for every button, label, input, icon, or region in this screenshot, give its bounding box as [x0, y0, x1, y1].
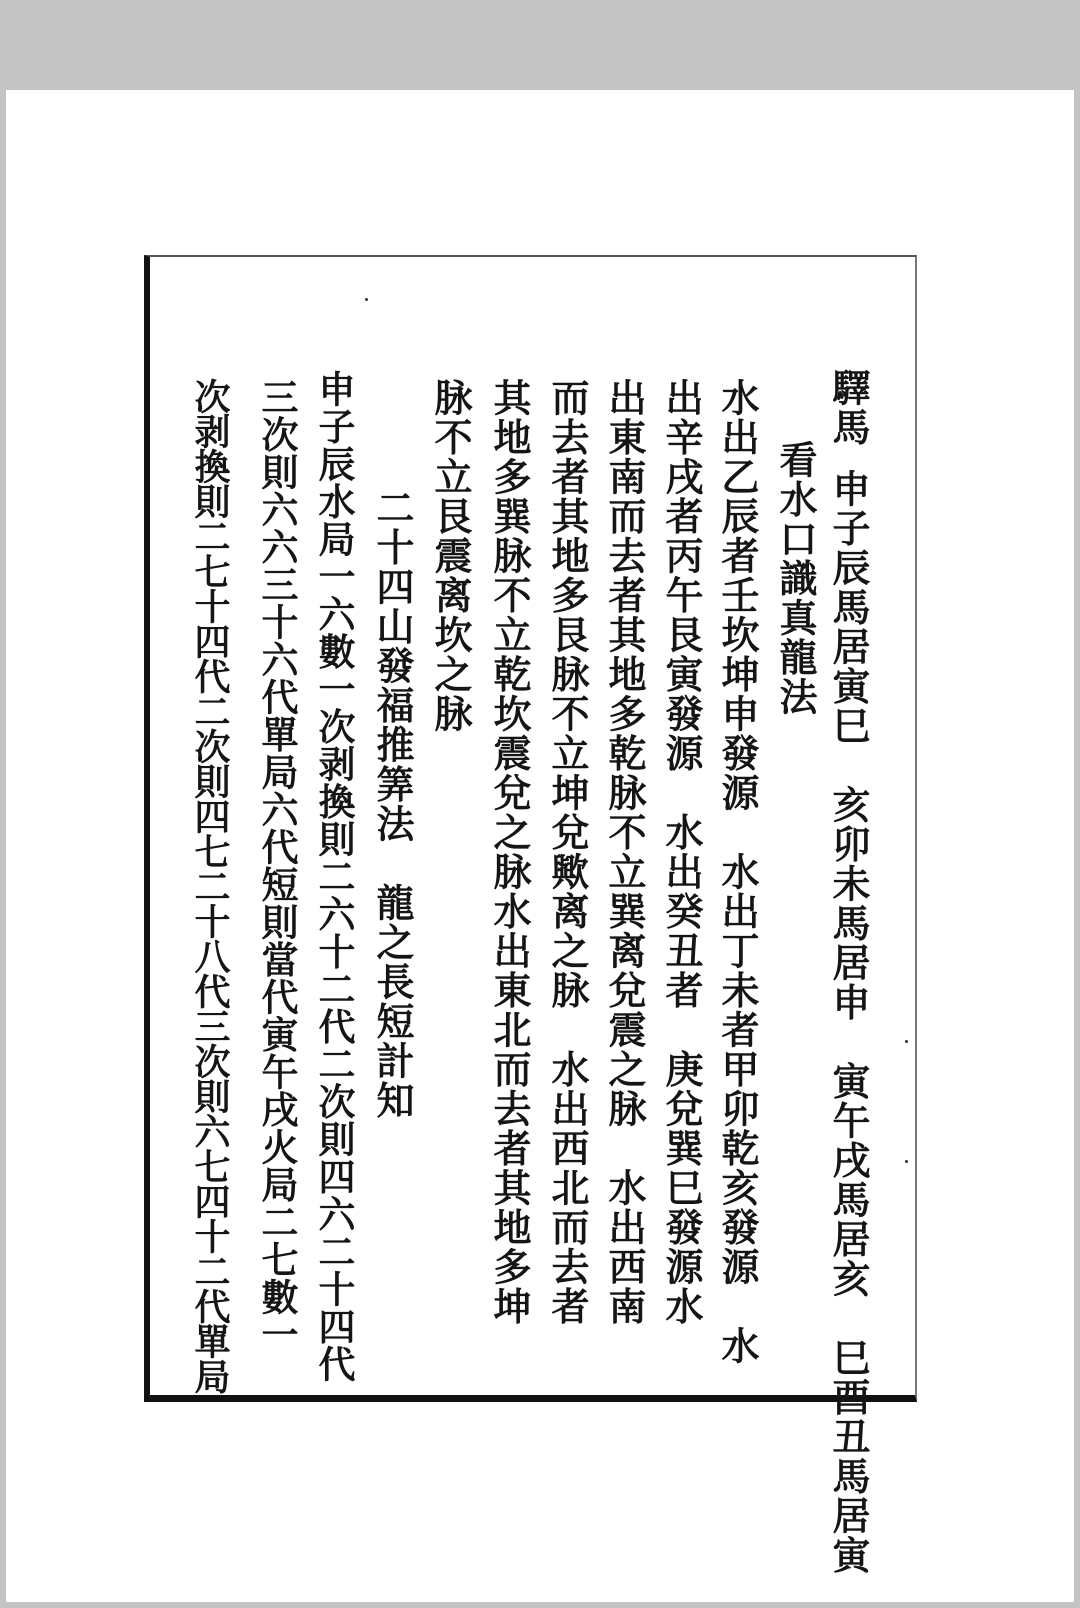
column-5 [602, 378, 646, 1326]
scan-speck [365, 298, 368, 301]
column-8 [428, 378, 472, 734]
column-11-text: 三次則六六三十六代單局六代短則當代寅午戌火局二七數一 [255, 378, 299, 1353]
scan-speck [905, 1160, 908, 1163]
column-3-text: 水出乙辰者壬坎坤申發源 水出丁未者甲卯乾亥發源 水 [715, 378, 760, 1366]
column-1-text: 申子辰馬居寅巳 亥卯未馬居申 寅午戌馬居亥 巳酉丑馬居寅 [826, 469, 871, 1575]
heading-yima: 驛馬 [826, 368, 871, 447]
column-5-text: 出東南而去者其地多乾脉不立巽离兌震之脉 水出西南 [602, 378, 647, 1326]
column-4 [659, 378, 703, 1326]
column-1 [826, 368, 870, 1575]
column-12-text: 次剥換則二七十四代二次則四七二十八代三次則六七四十二代單局 [189, 378, 231, 1393]
column-7-text: 其地多巽脉不立乾坎震兌之脉水出東北而去者其地多坤 [487, 378, 532, 1326]
column-4-text: 出辛戌者丙午艮寅發源 水出癸丑者 庚兌巽巳發源水 [659, 378, 704, 1326]
scan-top-band [0, 0, 1080, 88]
column-9 [370, 488, 414, 1120]
column-12 [188, 378, 232, 1393]
column-7 [487, 378, 531, 1326]
scan-speck [905, 1040, 908, 1043]
column-9-text: 二十四山發福推筭法 龍之長短計知 [370, 488, 415, 1120]
column-6 [545, 378, 589, 1326]
column-3 [715, 378, 759, 1366]
column-6-text: 而去者其地多艮脉不立坤兌歟离之脉 水出西北而去者 [545, 378, 590, 1326]
column-2-text: 看水口識真龍法 [773, 440, 818, 717]
column-11 [255, 378, 299, 1353]
column-8-text: 脉不立艮震离坎之脉 [428, 378, 473, 734]
column-10 [312, 370, 356, 1383]
column-10-text: 申子辰水局一六數一次剥換則二六十二代二次則四六二十四代 [312, 370, 356, 1383]
column-2 [773, 440, 817, 717]
